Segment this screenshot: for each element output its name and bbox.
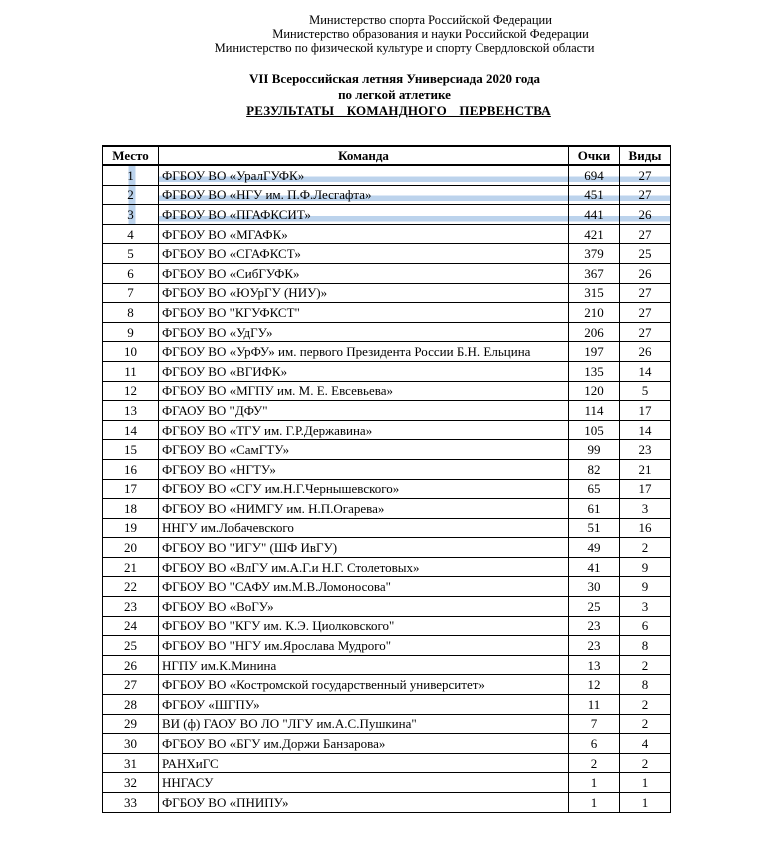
table-row xyxy=(103,753,671,773)
points-cell: 23 xyxy=(569,616,620,636)
column-header-points: Очки xyxy=(569,146,620,165)
event-title: VII Всероссийская летняя Универсиада 2020 года xyxy=(248,71,541,86)
points-cell: 61 xyxy=(569,499,620,519)
points-cell: 65 xyxy=(569,479,620,499)
team-cell: ФГБОУ ВО "ИГУ" (ШФ ИвГУ) xyxy=(159,538,569,558)
place-cell: 33 xyxy=(103,793,159,813)
place-cell: 24 xyxy=(103,616,159,636)
kinds-cell: 9 xyxy=(620,577,671,597)
kinds-cell: 2 xyxy=(620,538,671,558)
team-cell: ФГБОУ ВО «СамГТУ» xyxy=(159,440,569,460)
kinds-cell: 27 xyxy=(620,303,671,323)
table-row xyxy=(103,655,671,675)
team-cell: ФГБОУ ВО «МГАФК» xyxy=(159,224,569,244)
team-cell: РАНХиГС xyxy=(159,753,569,773)
points-cell: 1 xyxy=(569,793,620,813)
team-cell: ФГБОУ ВО «ПНИПУ» xyxy=(159,793,569,813)
table-row xyxy=(103,381,671,401)
team-cell: ФГБОУ ВО «НИМГУ им. Н.П.Огарева» xyxy=(159,499,569,519)
kinds-cell: 17 xyxy=(620,401,671,421)
team-cell: ФГБОУ ВО «ТГУ им. Г.Р.Державина» xyxy=(159,420,569,440)
place-cell: 2 xyxy=(103,185,159,205)
table-row xyxy=(103,440,671,460)
team-cell: ФГБОУ ВО "НГУ им.Ярослава Мудрого" xyxy=(159,636,569,656)
kinds-cell: 27 xyxy=(620,283,671,303)
points-cell: 6 xyxy=(569,734,620,754)
kinds-cell: 2 xyxy=(620,655,671,675)
team-cell: ФГБОУ ВО "КГУФКСТ" xyxy=(159,303,569,323)
table-row xyxy=(103,263,671,283)
kinds-cell: 4 xyxy=(620,734,671,754)
kinds-cell: 2 xyxy=(620,695,671,715)
place-cell: 29 xyxy=(103,714,159,734)
table-row xyxy=(103,695,671,715)
team-cell: ФГБОУ ВО «ВГИФК» xyxy=(159,361,569,381)
points-cell: 694 xyxy=(569,165,620,185)
table-row xyxy=(103,636,671,656)
place-cell: 7 xyxy=(103,283,159,303)
team-cell: ФГБОУ ВО «УдГУ» xyxy=(159,322,569,342)
team-cell: ФГБОУ ВО «СГУ им.Н.Г.Чернышевского» xyxy=(159,479,569,499)
points-cell: 30 xyxy=(569,577,620,597)
kinds-cell: 26 xyxy=(620,263,671,283)
team-cell: ФГБОУ «ШГПУ» xyxy=(159,695,569,715)
place-cell: 16 xyxy=(103,459,159,479)
kinds-cell: 3 xyxy=(620,499,671,519)
kinds-cell: 5 xyxy=(620,381,671,401)
place-cell: 13 xyxy=(103,401,159,421)
place-cell: 20 xyxy=(103,538,159,558)
points-cell: 99 xyxy=(569,440,620,460)
kinds-cell: 27 xyxy=(620,165,671,185)
team-cell: ВИ (ф) ГАОУ ВО ЛО "ЛГУ им.А.С.Пушкина" xyxy=(159,714,569,734)
table-row xyxy=(103,361,671,381)
points-cell: 51 xyxy=(569,518,620,538)
team-cell: НГПУ им.К.Минина xyxy=(159,655,569,675)
kinds-cell: 23 xyxy=(620,440,671,460)
points-cell: 49 xyxy=(569,538,620,558)
ministry-sverdlovsk: Министерство по физической культуре и спорту Свердловской области xyxy=(214,41,595,55)
results-heading: РЕЗУЛЬТАТЫ КОМАНДНОГО ПЕРВЕНСТВА xyxy=(246,103,551,118)
team-cell: ФГБОУ ВО «НГТУ» xyxy=(159,459,569,479)
team-cell: ННГУ им.Лобачевского xyxy=(159,518,569,538)
table-row xyxy=(103,303,671,323)
place-cell: 32 xyxy=(103,773,159,793)
kinds-cell: 27 xyxy=(620,322,671,342)
place-cell: 8 xyxy=(103,303,159,323)
team-cell: ФГАОУ ВО "ДФУ" xyxy=(159,401,569,421)
team-cell: ФГБОУ ВО «УралГУФК» xyxy=(159,165,569,185)
team-results-table xyxy=(102,145,671,813)
place-cell: 18 xyxy=(103,499,159,519)
table-row xyxy=(103,538,671,558)
team-cell: ФГБОУ ВО «БГУ им.Доржи Банзарова» xyxy=(159,734,569,754)
table-row xyxy=(103,205,671,225)
team-cell: ФГБОУ ВО "КГУ им. К.Э. Циолковского" xyxy=(159,616,569,636)
kinds-cell: 2 xyxy=(620,753,671,773)
table-row xyxy=(103,793,671,813)
kinds-cell: 26 xyxy=(620,205,671,225)
column-header-place: Место xyxy=(103,146,159,165)
points-cell: 114 xyxy=(569,401,620,421)
points-cell: 206 xyxy=(569,322,620,342)
table-row xyxy=(103,420,671,440)
team-cell: ФГБОУ ВО «УрФУ» им. первого Президента России Б.Н. Ельцина xyxy=(159,342,569,362)
place-cell: 4 xyxy=(103,224,159,244)
kinds-cell: 16 xyxy=(620,518,671,538)
points-cell: 451 xyxy=(569,185,620,205)
points-cell: 315 xyxy=(569,283,620,303)
points-cell: 105 xyxy=(569,420,620,440)
kinds-cell: 3 xyxy=(620,597,671,617)
kinds-cell: 14 xyxy=(620,420,671,440)
points-cell: 367 xyxy=(569,263,620,283)
team-cell: ФГБОУ ВО «МГПУ им. М. Е. Евсевьева» xyxy=(159,381,569,401)
points-cell: 41 xyxy=(569,557,620,577)
points-cell: 441 xyxy=(569,205,620,225)
team-cell: ФГБОУ ВО «ЮУрГУ (НИУ)» xyxy=(159,283,569,303)
place-cell: 17 xyxy=(103,479,159,499)
place-cell: 27 xyxy=(103,675,159,695)
event-subtitle: по легкой атлетике xyxy=(338,87,451,102)
table-row xyxy=(103,675,671,695)
place-cell: 5 xyxy=(103,244,159,264)
points-cell: 135 xyxy=(569,361,620,381)
kinds-cell: 1 xyxy=(620,793,671,813)
points-cell: 12 xyxy=(569,675,620,695)
place-cell: 26 xyxy=(103,655,159,675)
place-cell: 10 xyxy=(103,342,159,362)
place-cell: 23 xyxy=(103,597,159,617)
kinds-cell: 8 xyxy=(620,675,671,695)
table-row xyxy=(103,322,671,342)
table-row xyxy=(103,185,671,205)
table-row xyxy=(103,577,671,597)
place-cell: 9 xyxy=(103,322,159,342)
place-cell: 14 xyxy=(103,420,159,440)
kinds-cell: 27 xyxy=(620,224,671,244)
kinds-cell: 9 xyxy=(620,557,671,577)
kinds-cell: 1 xyxy=(620,773,671,793)
points-cell: 2 xyxy=(569,753,620,773)
place-cell: 19 xyxy=(103,518,159,538)
table-row xyxy=(103,616,671,636)
place-cell: 31 xyxy=(103,753,159,773)
table-row xyxy=(103,714,671,734)
ministry-education: Министерство образования и науки Российской Федерации xyxy=(272,27,589,41)
points-cell: 13 xyxy=(569,655,620,675)
points-cell: 1 xyxy=(569,773,620,793)
kinds-cell: 25 xyxy=(620,244,671,264)
kinds-cell: 17 xyxy=(620,479,671,499)
points-cell: 120 xyxy=(569,381,620,401)
table-row xyxy=(103,773,671,793)
kinds-cell: 14 xyxy=(620,361,671,381)
place-cell: 11 xyxy=(103,361,159,381)
table-row xyxy=(103,734,671,754)
kinds-cell: 6 xyxy=(620,616,671,636)
kinds-cell: 21 xyxy=(620,459,671,479)
table-row xyxy=(103,283,671,303)
points-cell: 197 xyxy=(569,342,620,362)
table-row xyxy=(103,518,671,538)
points-cell: 379 xyxy=(569,244,620,264)
table-row xyxy=(103,224,671,244)
points-cell: 11 xyxy=(569,695,620,715)
table-row xyxy=(103,479,671,499)
team-cell: ФГБОУ ВО «НГУ им. П.Ф.Лесгафта» xyxy=(159,185,569,205)
kinds-cell: 26 xyxy=(620,342,671,362)
points-cell: 421 xyxy=(569,224,620,244)
team-cell: ФГБОУ ВО «ВоГУ» xyxy=(159,597,569,617)
table-row xyxy=(103,557,671,577)
place-cell: 1 xyxy=(103,165,159,185)
team-cell: ФГБОУ ВО «СибГУФК» xyxy=(159,263,569,283)
points-cell: 210 xyxy=(569,303,620,323)
table-row xyxy=(103,499,671,519)
place-cell: 12 xyxy=(103,381,159,401)
team-cell: ФГБОУ ВО «ПГАФКСИТ» xyxy=(159,205,569,225)
team-cell: ННГАСУ xyxy=(159,773,569,793)
table-row xyxy=(103,459,671,479)
team-cell: ФГБОУ ВО «Костромской государственный университет» xyxy=(159,675,569,695)
place-cell: 30 xyxy=(103,734,159,754)
place-cell: 22 xyxy=(103,577,159,597)
table-row xyxy=(103,342,671,362)
place-cell: 3 xyxy=(103,205,159,225)
table-row xyxy=(103,244,671,264)
table-header-row xyxy=(103,146,671,165)
column-header-team: Команда xyxy=(159,146,569,165)
table-row xyxy=(103,597,671,617)
place-cell: 21 xyxy=(103,557,159,577)
table-row xyxy=(103,401,671,421)
team-cell: ФГБОУ ВО "САФУ им.М.В.Ломоносова" xyxy=(159,577,569,597)
team-cell: ФГБОУ ВО «ВлГУ им.А.Г.и Н.Г. Столетовых» xyxy=(159,557,569,577)
points-cell: 82 xyxy=(569,459,620,479)
points-cell: 23 xyxy=(569,636,620,656)
place-cell: 15 xyxy=(103,440,159,460)
place-cell: 25 xyxy=(103,636,159,656)
kinds-cell: 8 xyxy=(620,636,671,656)
table-row xyxy=(103,165,671,185)
team-cell: ФГБОУ ВО «СГАФКСТ» xyxy=(159,244,569,264)
points-cell: 7 xyxy=(569,714,620,734)
points-cell: 25 xyxy=(569,597,620,617)
kinds-cell: 27 xyxy=(620,185,671,205)
place-cell: 28 xyxy=(103,695,159,715)
place-cell: 6 xyxy=(103,263,159,283)
ministry-sport: Министерство спорта Российской Федерации xyxy=(309,13,552,27)
column-header-kinds: Виды xyxy=(620,146,671,165)
kinds-cell: 2 xyxy=(620,714,671,734)
